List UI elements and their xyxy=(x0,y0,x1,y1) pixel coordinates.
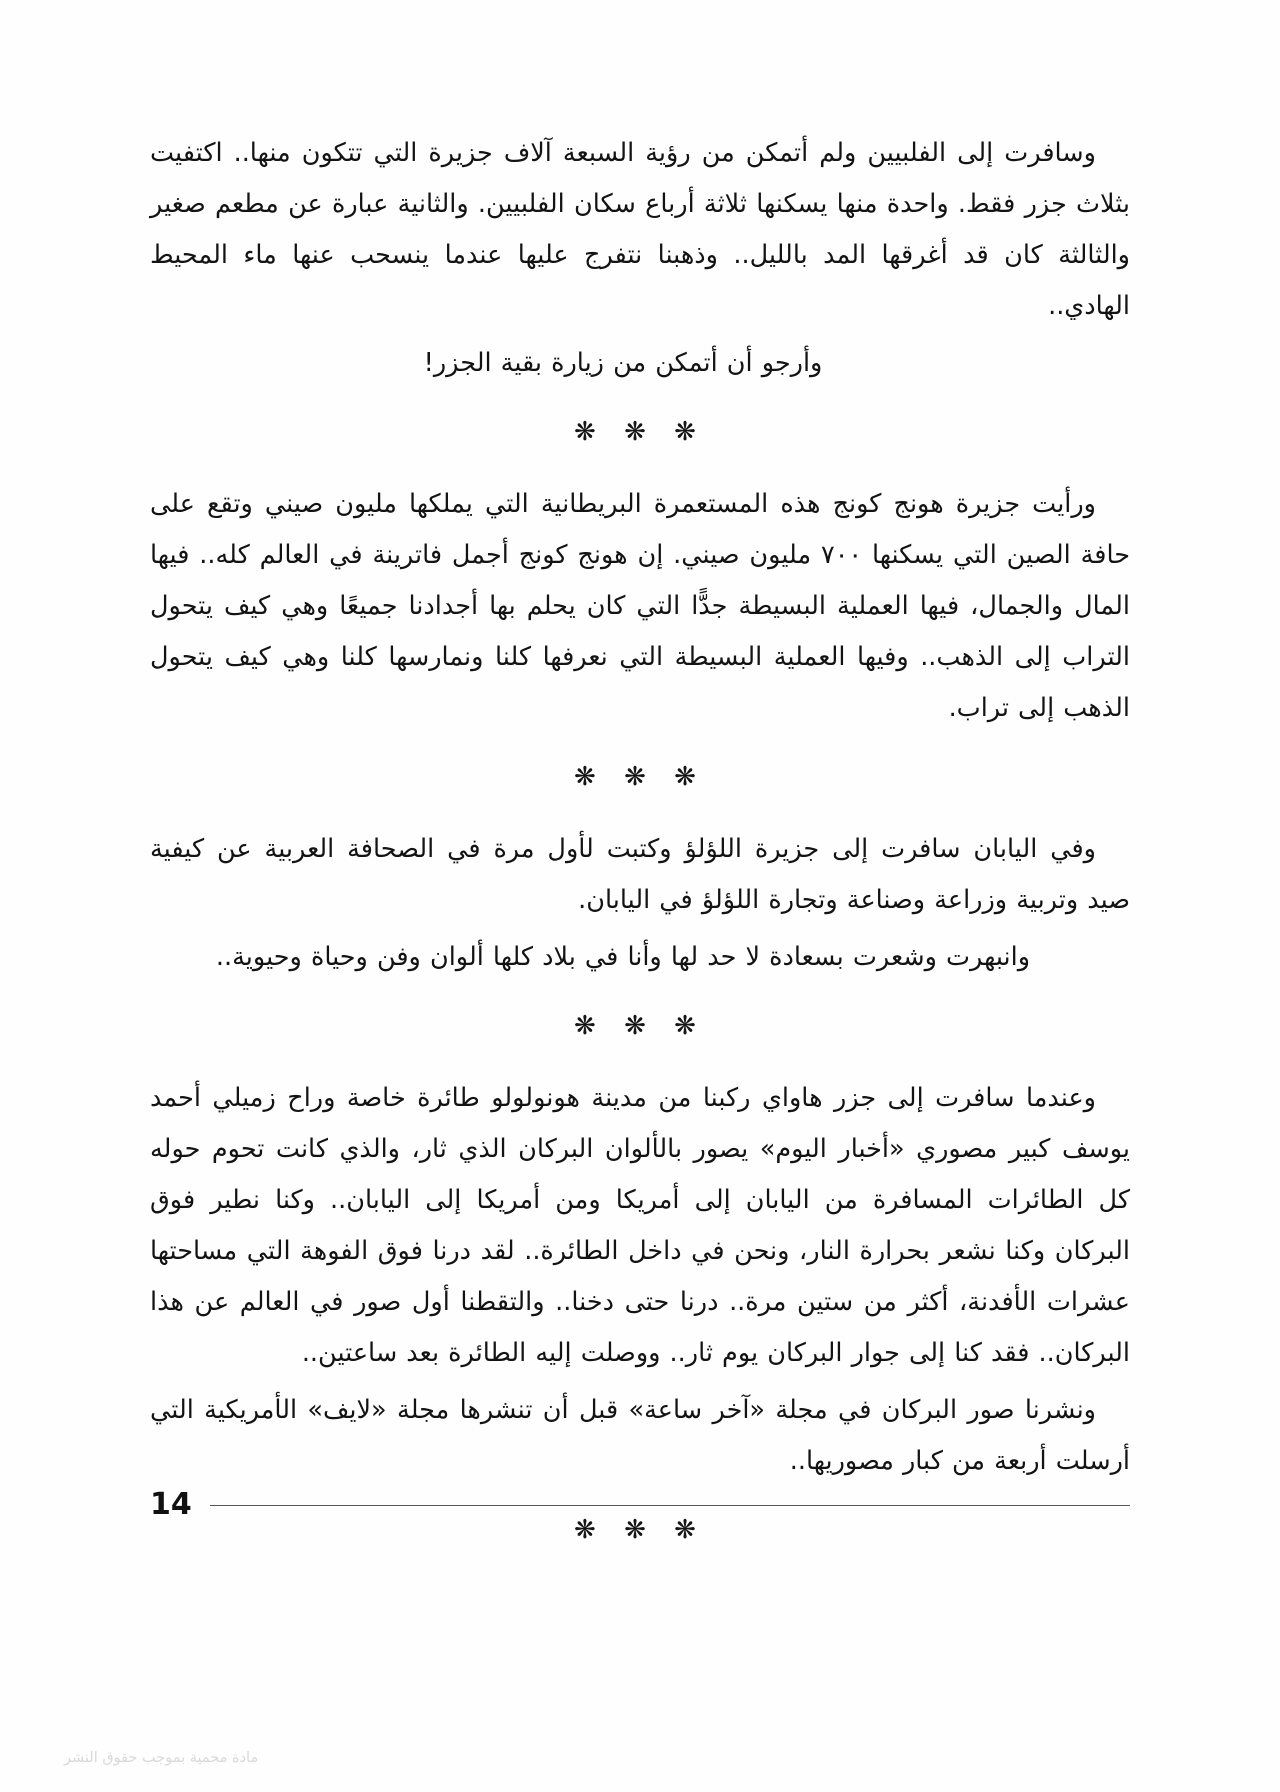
page-body xyxy=(150,128,1130,1577)
section-divider-2: ❋ ❋ ❋ xyxy=(574,762,706,792)
paragraph-hongkong: ورأيت جزيرة هونج كونج هذه المستعمرة البريطانية التي يملكها مليون صيني وتقع على حافة الصين التي يسكنها ٧٠٠ مليون صيني. إن هونج كونج أجمل فاترينة في العالم كله.. فيها المال والجمال، فيها العملية البسيطة جدًّا التي كان يحلم بها أجدادنا جميعًا وهي كيف يتحول التراب إلى الذهب.. وفيها العملية البسيطة التي نعرفها كلنا ونمارسها كلنا وهي كيف يتحول الذهب إلى تراب. xyxy=(150,489,1130,723)
paragraph-japan-pearls: وفي اليابان سافرت إلى جزيرة اللؤلؤ وكتبت لأول مرة في الصحافة العربية عن كيفية صيد وتربية وزراعة وصناعة وتجارة اللؤلؤ في اليابان. xyxy=(150,834,1130,915)
copyright-watermark: مادة محمية بموجب حقوق النشر xyxy=(64,1750,259,1766)
section-divider-1: ❋ ❋ ❋ xyxy=(574,417,706,447)
paragraph-dazzled: وانبهرت وشعرت بسعادة لا حد لها وأنا في بلاد كلها ألوان وفن وحياة وحيوية.. xyxy=(215,942,1031,972)
paragraph-philippines: وسافرت إلى الفلبيين ولم أتمكن من رؤية السبعة آلاف جزيرة التي تتكون منها.. اكتفيت بثلاث جزر فقط. واحدة منها يسكنها ثلاثة أرباع سكان الفلبيين. والثانية عبارة عن مطعم صغير والثالثة كان قد أغرقها المد بالليل.. وذهبنا نتفرج عليها عندما ينسحب عنها ماء المحيط الهادي.. xyxy=(150,138,1130,321)
section-divider-3: ❋ ❋ ❋ xyxy=(574,1011,706,1041)
paragraph-hope-islands: وأرجو أن أتمكن من زيارة بقية الجزر! xyxy=(423,348,823,378)
page-number: 14 xyxy=(150,1487,192,1522)
paragraph-life-magazine: ونشرنا صور البركان في مجلة «آخر ساعة» قبل أن تنشرها مجلة «لايف» الأمريكية التي أرسلت أربعة من كبار مصوريها.. xyxy=(150,1395,1130,1476)
paragraph-hawaii-volcano: وعندما سافرت إلى جزر هاواي ركبنا من مدينة هونولولو طائرة خاصة وراح زميلي أحمد يوسف كبير مصوري «أخبار اليوم» يصور بالألوان البركان الذي ثار، والذي كانت تحوم حوله كل الطائرات المسافرة من اليابان إلى أمريكا ومن أمريكا إلى اليابان.. وكنا نطير فوق البركان وكنا نشعر بحرارة النار، ونحن في داخل الطائرة.. لقد درنا فوق الفوهة التي مساحتها عشرات الأفدنة، أكثر من ستين مرة.. درنا حتى دخنا.. والتقطنا أول صور في العالم عن هذا البركان.. فقد كنا إلى جوار البركان يوم ثار.. ووصلت إليه الطائرة بعد ساعتين.. xyxy=(150,1083,1130,1368)
footer-rule-group xyxy=(150,1487,1130,1524)
page-footer xyxy=(0,1487,1280,1792)
section-divider-4: ❋ ❋ ❋ xyxy=(574,1515,706,1545)
footer-divider-rule xyxy=(210,1505,1130,1507)
